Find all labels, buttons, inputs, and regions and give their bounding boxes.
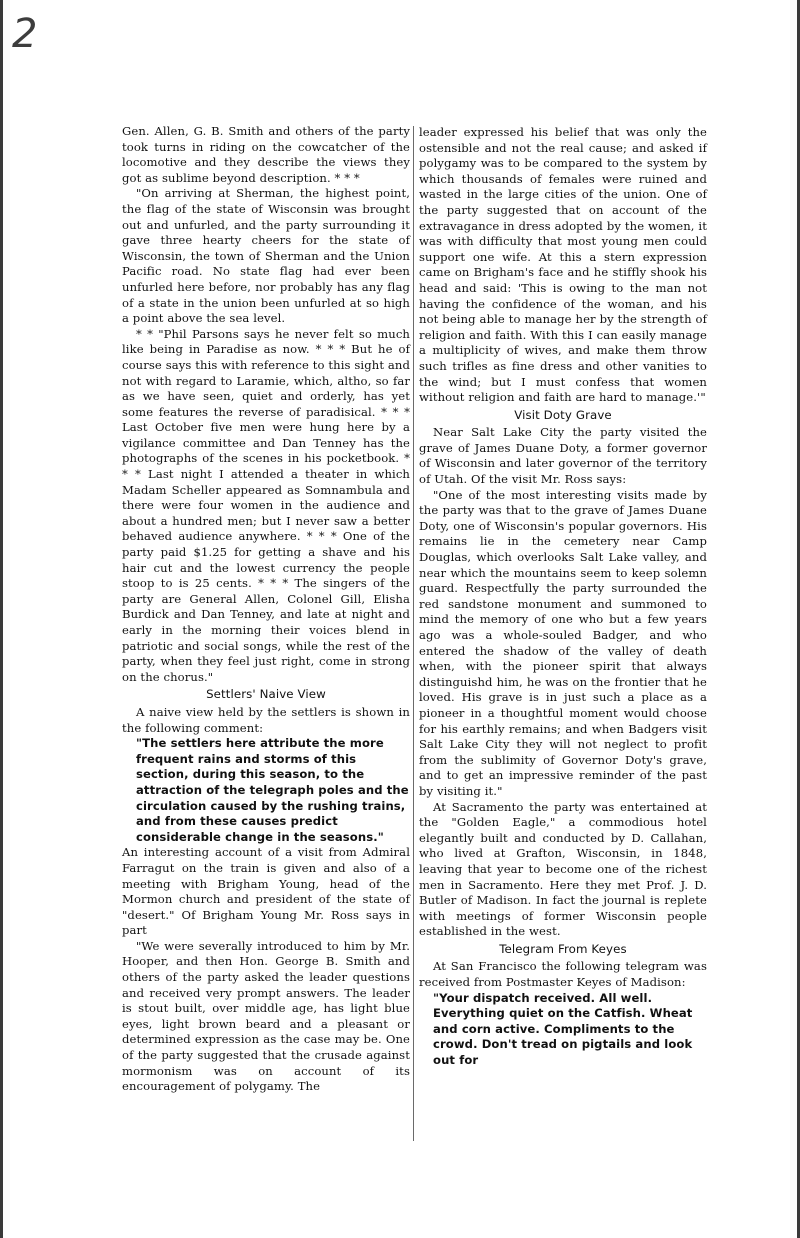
paragraph: At Sacramento the party was entertained at the "Golden Eagle," a commodious hotel elegantly built and conducted by D. Callahan, who lived at Grafton, Wisconsin, in 1848, leaving that year to become one of the richest men in Sacramento. Here they met Prof. J. D. Butler of Madison. In fact the journal is replete with meetings of former Wisconsin people established in the west.	[419, 799, 707, 939]
article-column-left	[122, 124, 410, 1095]
section-heading: Settlers' Naive View	[206, 687, 326, 702]
paragraph: "On arriving at Sherman, the highest point, the flag of the state of Wisconsin was brought out and unfurled, and the party surrounding it gave three hearty cheers for the state of Wisconsin, the town of Sherman and the Union Pacific road. No state flag had ever been unfurled here before, nor probably has any flag of a state in the union been unfurled at so high a point above the sea level.	[122, 186, 410, 326]
scan-border-left	[0, 0, 3, 1238]
paragraph: An interesting account of a visit from Admiral Farragut on the train is given and also of a meeting with Brigham Young, head of the Mormon church and president of the state of "desert." Of Brigham Young Mr. Ross says in part	[122, 845, 410, 938]
paragraph: Gen. Allen, G. B. Smith and others of the party took turns in riding on the cowcatcher of the locomotive and they describe the views they got as sublime beyond description. * * *	[122, 124, 410, 185]
page-number: 2	[12, 11, 38, 57]
paragraph: "One of the most interesting visits made by the party was that to the grave of James Duane Doty, one of Wisconsin's popular governors. His remains lie in the cemetery near Camp Douglas, which overlooks Salt Lake valley, and near which the mountains seem to keep solemn guard. Respectfully the party surrounded the red sandstone monument and summoned to mind the memory of one who but a few years ago was a whole-souled Badger, and who entered the shadow of the valley of death when, with the pioneer spirit that always distinguishd him, he was on the frontier that he loved. His grave is in just such a place as a pioneer in a thoughtful moment would choose for his earthly remains; and when Badgers visit Salt Lake City they will not neglect to profit from the sublimity of Governor Doty's grave, and to get an impressive reminder of the past by visiting it."	[419, 487, 707, 798]
paragraph: Near Salt Lake City the party visited the grave of James Duane Doty, a former governor of Wisconsin and later governor of the territory of Utah. Of the visit Mr. Ross says:	[419, 425, 707, 487]
section-heading: Telegram From Keyes	[499, 941, 627, 956]
bold-quote: "The settlers here attribute the more frequent rains and storms of this section, during this season, to the attraction of the telegraph poles and the circulation caused by the rushing trains, and from these causes predict considerable change in the seasons."	[136, 736, 409, 844]
paragraph: "We were severally introduced to him by Mr. Hooper, and then Hon. George B. Smith and others of the party asked the leader questions and received very prompt answers. The leader is stout built, over middle age, has light blue eyes, light brown beard and a pleasant or determined expression as the case may be. One of the party suggested that the crusade against mormonism was on account of its encouragement of polygamy. The	[122, 938, 410, 1094]
paragraph: leader expressed his belief that was only the ostensible and not the real cause; and asked if polygamy was to be compared to the system by which thousands of females were ruined and wasted in the large cities of the union. One of the party suggested that on account of the extravagance in dress adopted by the women, it was with difficulty that most young men could support one wife. At this a stern expression came on Brigham's face and he stiffly shook his head and said: 'This is owing to the man not having the confidence of the woman, and his not being able to manage her by the strength of religion and faith. With this I can easily manage a multiplicity of wives, and make them throw such trifles as fine dress and other vanities to the wind; but I must confess that women without religion and faith are hard to manage.'"	[419, 125, 707, 405]
column-divider	[413, 126, 414, 1141]
section-heading: Visit Doty Grave	[514, 407, 612, 422]
bold-quote: "Your dispatch received. All well. Everything quiet on the Catfish. Wheat and corn active. Compliments to the crowd. Don't tread on pigtails and look out for	[433, 990, 693, 1068]
paragraph: * * "Phil Parsons says he never felt so much like being in Paradise as now. * * * But he of course says this with reference to this sight and not with regard to Laramie, which, altho, so far as we have seen, quiet and orderly, has yet some features the reverse of paradisical. * * * Last October five men were hung here by a vigilance committee and Dan Tenney has the photographs of the scenes in his pocketbook. * * * Last night I attended a theater in which Madam Scheller appeared as Somnambula and there were four women in the audience and about a hundred men; but I never saw a better behaved audience anywhere. * * * One of the party paid $1.25 for getting a shave and his hair cut and the lowest currency the people stoop to is 25 cents. * * * The singers of the party are General Allen, Colonel Gill, Elisha Burdick and Dan Tenney, and late at night and early in the morning their voices blend in patriotic and social songs, while the rest of the party, when they feel just right, come in strong on the chorus."	[122, 326, 410, 684]
paragraph: A naive view held by the settlers is shown in the following comment:	[122, 704, 410, 735]
article-column-right	[419, 125, 707, 1069]
paragraph: At San Francisco the following telegram was received from Postmaster Keyes of Madison:	[419, 959, 707, 990]
